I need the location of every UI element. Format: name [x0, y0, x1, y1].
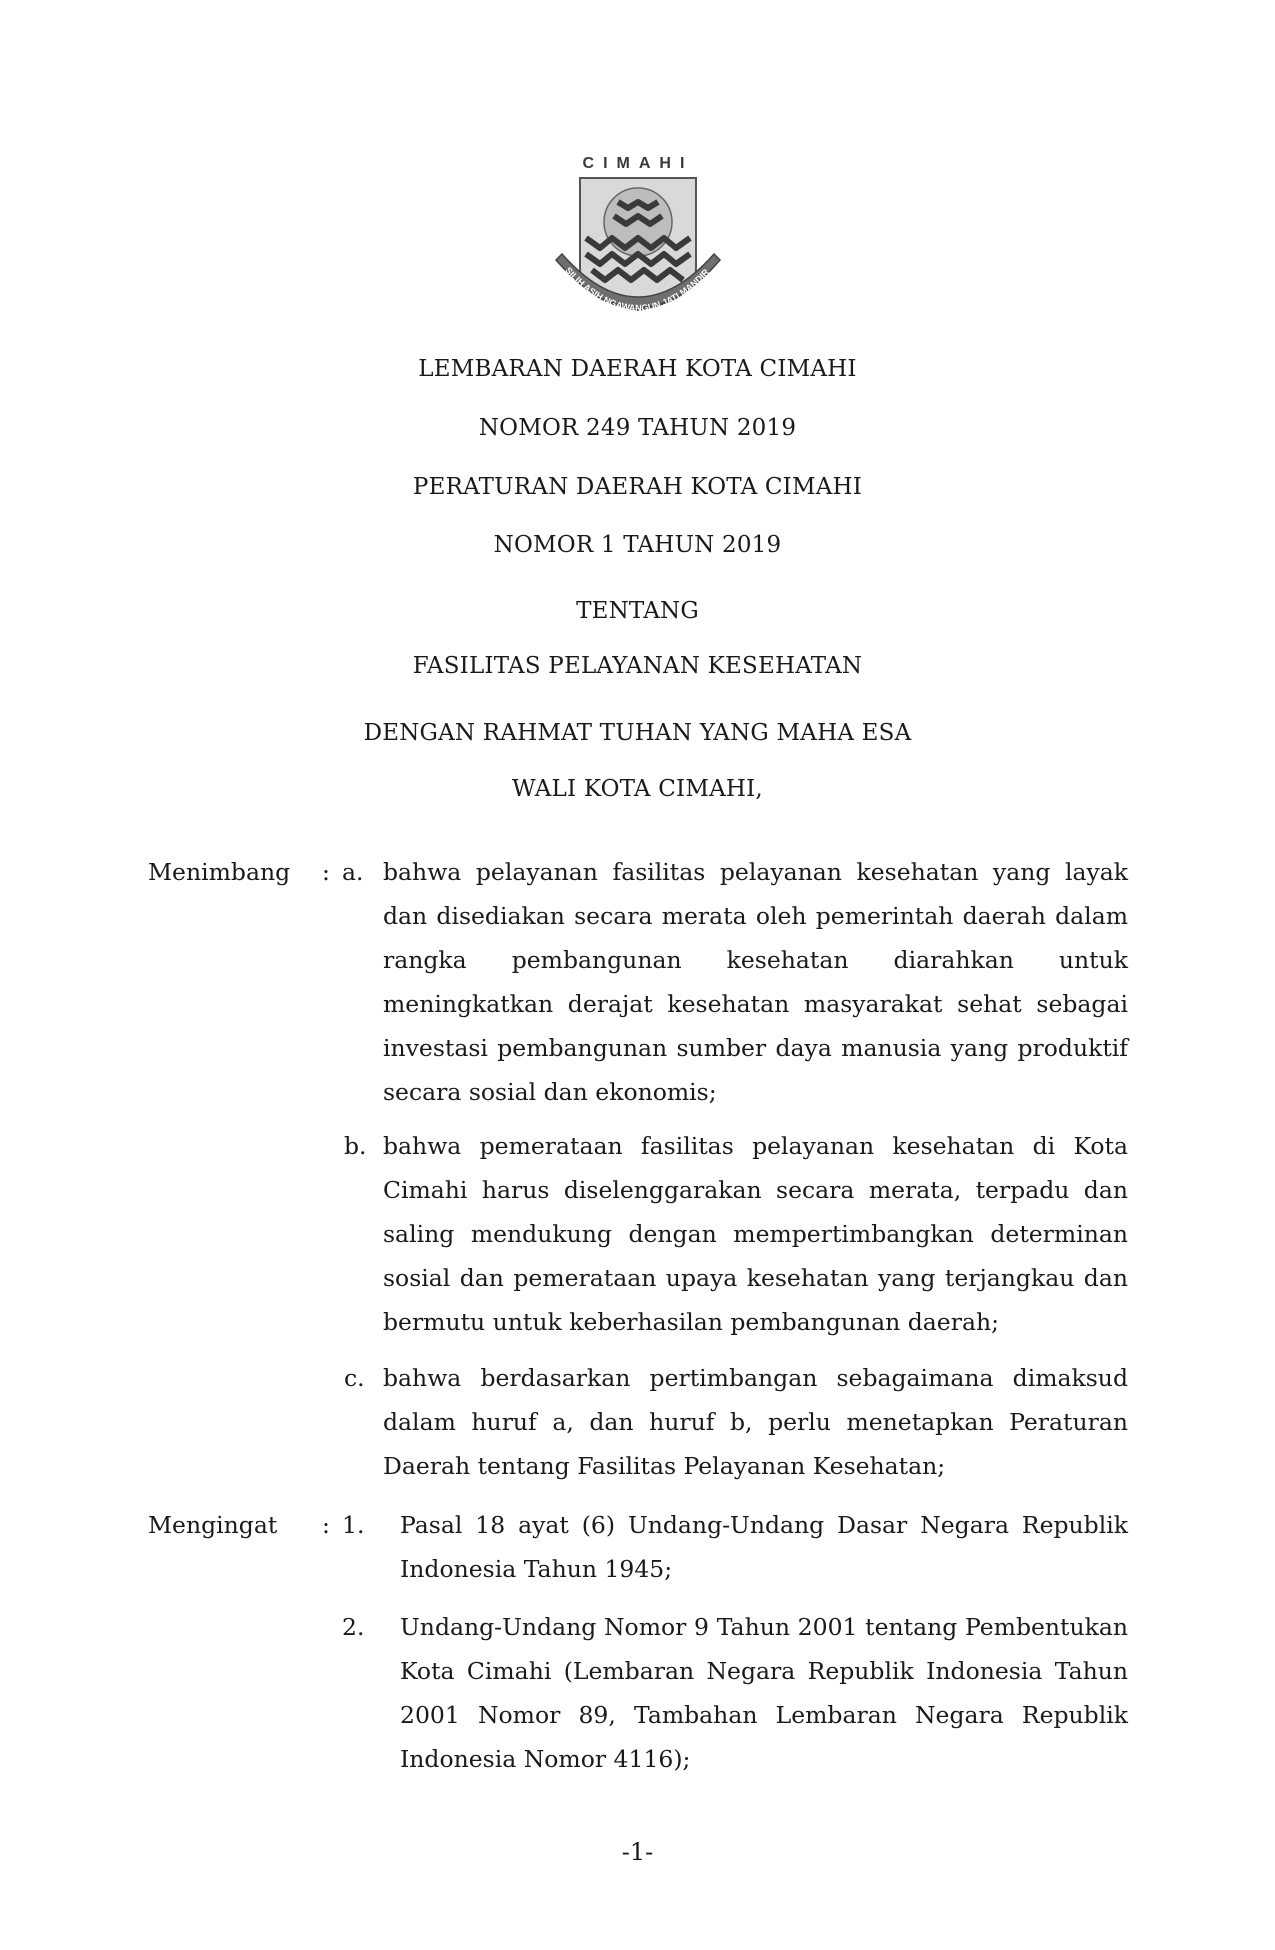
heading-judul: FASILITAS PELAYANAN KESEHATAN	[412, 653, 863, 679]
logo-motto: SILIH ASIH NGAWANGUN JATI MANDIR	[563, 265, 711, 314]
menimbang-colon: :	[322, 858, 330, 886]
heading-rahmat: DENGAN RAHMAT TUHAN YANG MAHA ESA	[363, 720, 912, 746]
menimbang-item-a: bahwa pelayanan fasilitas pelayanan kesehatan yang layak dan disediakan secara merata oleh pemerintah daerah dalam rangka pembangunan kesehatan diarahkan untuk meningkatkan derajat kesehatan masyarakat sehat sebagai investasi pembangunan sumber daya manusia yang produktif secara sosial dan ekonomis;	[383, 858, 1128, 1106]
heading-nomor-peraturan: NOMOR 1 TAHUN 2019	[493, 532, 782, 558]
mengingat-item-1: Pasal 18 ayat (6) Undang-Undang Dasar Negara Republik Indonesia Tahun 1945;	[400, 1511, 1128, 1583]
menimbang-marker-a: a.	[342, 858, 364, 886]
heading-peraturan: PERATURAN DAERAH KOTA CIMAHI	[412, 474, 863, 500]
heading-wali-kota: WALI KOTA CIMAHI,	[512, 776, 763, 802]
menimbang-marker-c: c.	[344, 1364, 365, 1392]
menimbang-marker-b: b.	[344, 1132, 367, 1160]
page-number: -1-	[621, 1838, 654, 1866]
mengingat-colon: :	[322, 1511, 330, 1539]
menimbang-item-b: bahwa pemerataan fasilitas pelayanan kesehatan di Kota Cimahi harus diselenggarakan secara merata, terpadu dan saling mendukung dengan mempertimbangkan determinan sosial dan pemerataan upaya kesehatan yang terjangkau dan bermutu untuk keberhasilan pembangunan daerah;	[383, 1132, 1128, 1336]
logo-top-text: CIMAHI	[582, 155, 694, 172]
heading-tentang: TENTANG	[576, 598, 699, 624]
city-emblem	[548, 150, 728, 335]
menimbang-item-c: bahwa berdasarkan pertimbangan sebagaimana dimaksud dalam huruf a, dan huruf b, perlu menetapkan Peraturan Daerah tentang Fasilitas Pelayanan Kesehatan;	[383, 1364, 1128, 1480]
heading-nomor-lembaran: NOMOR 249 TAHUN 2019	[478, 415, 797, 441]
heading-lembaran: LEMBARAN DAERAH KOTA CIMAHI	[418, 356, 857, 382]
menimbang-label: Menimbang	[148, 858, 291, 886]
mengingat-item-2: Undang-Undang Nomor 9 Tahun 2001 tentang Pembentukan Kota Cimahi (Lembaran Negara Republik Indonesia Tahun 2001 Nomor 89, Tambahan Lembaran Negara Republik Indonesia Nomor 4116);	[400, 1613, 1128, 1773]
mengingat-marker-2: 2.	[342, 1613, 365, 1641]
mengingat-marker-1: 1.	[342, 1511, 365, 1539]
mengingat-label: Mengingat	[148, 1511, 278, 1539]
